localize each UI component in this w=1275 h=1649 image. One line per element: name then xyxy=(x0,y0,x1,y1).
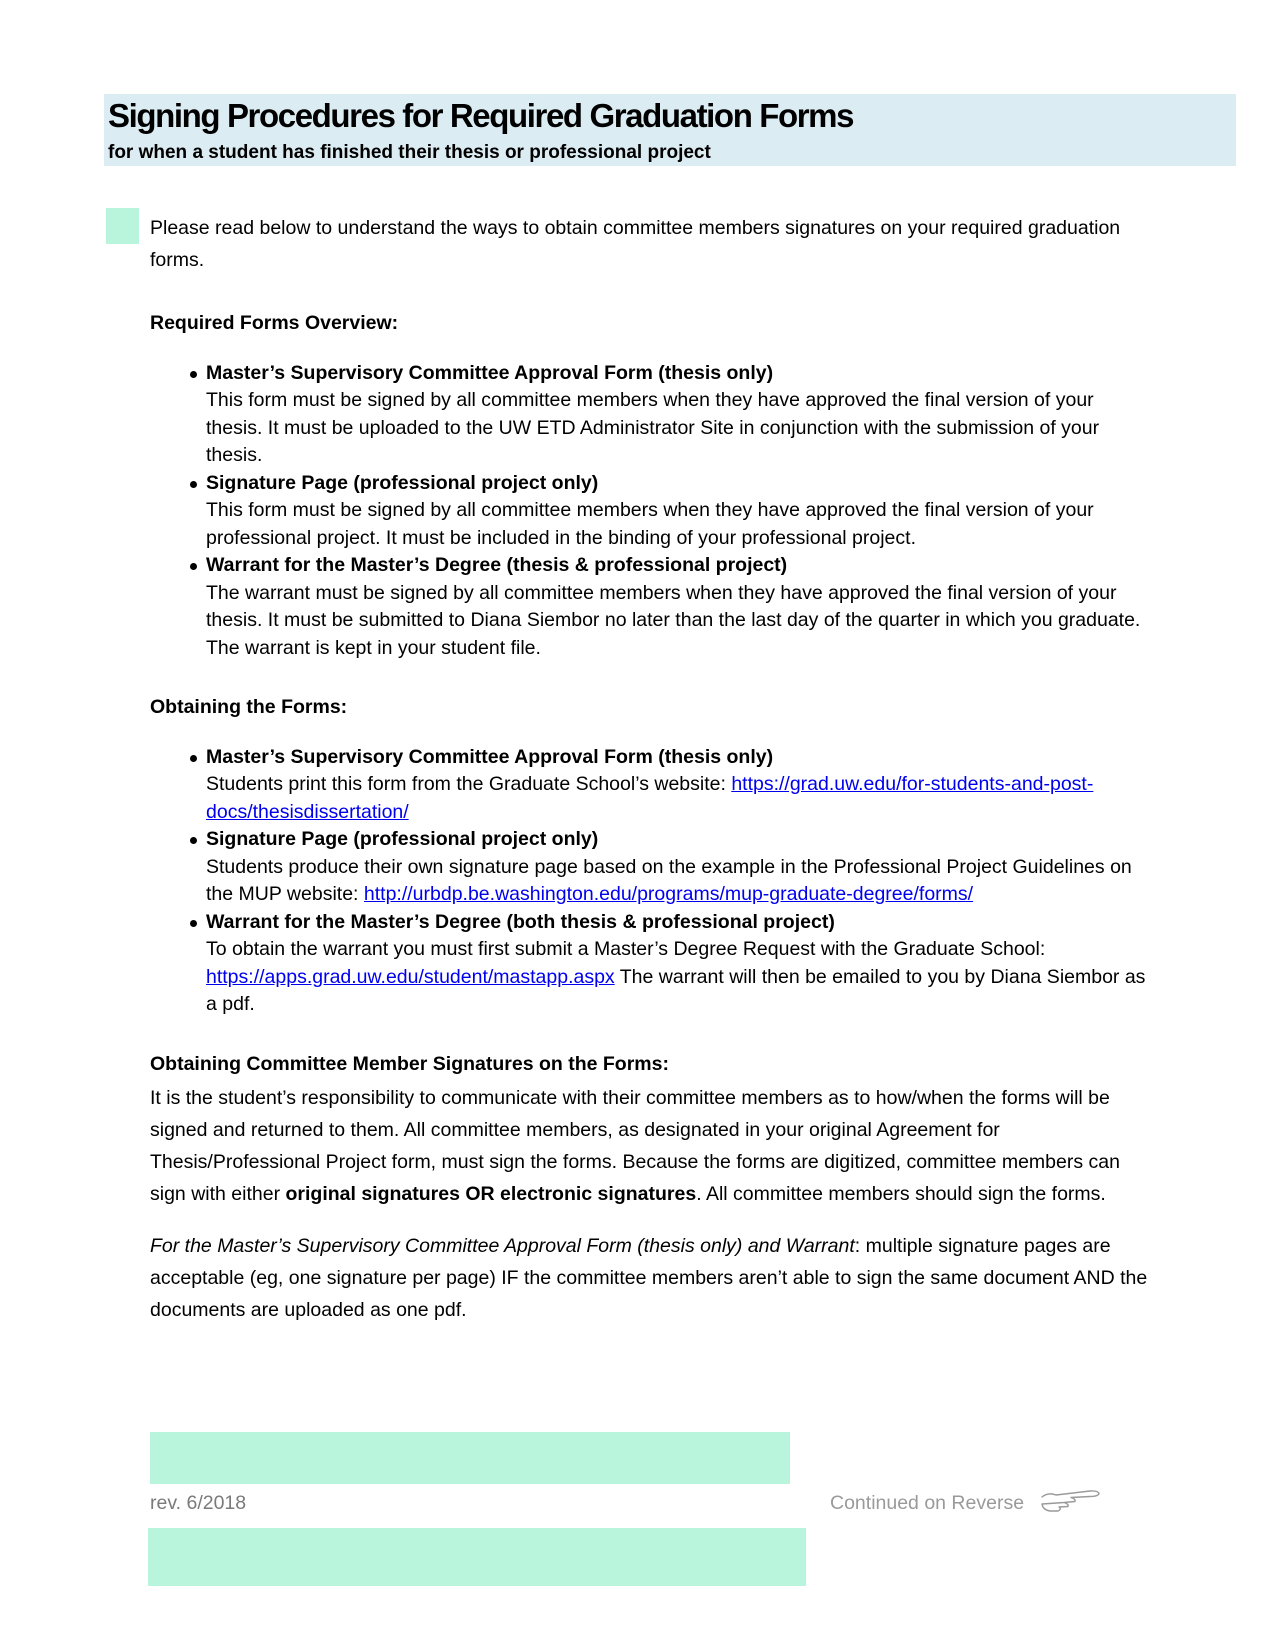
obtaining-item-text xyxy=(206,854,1150,909)
overview-item-title: Warrant for the Master’s Degree (thesis & professional project) xyxy=(206,554,788,576)
signatures-paragraph xyxy=(150,1082,1150,1210)
mup-forms-link[interactable]: http://urbdp.be.washington.edu/programs/mup-graduate-degree/forms/ xyxy=(363,883,974,905)
list-item xyxy=(206,470,1150,553)
overview-item-title: Signature Page (professional project only) xyxy=(206,471,599,494)
highlight-marker xyxy=(106,208,139,244)
note-text: : multiple signature pages are acceptable (eg, one signature per page) IF the committee members aren’t able to sign the same document AND the documents are uploaded as one pdf. xyxy=(150,1235,1148,1321)
obtaining-item-text xyxy=(206,771,1150,826)
list-item xyxy=(206,552,1150,662)
masters-request-link[interactable]: https://apps.grad.uw.edu/student/mastapp.aspx xyxy=(206,965,615,988)
obtaining-heading: Obtaining the Forms: xyxy=(150,696,348,718)
pointing-hand-icon xyxy=(1040,1488,1102,1514)
obtaining-item-text-before: Students print this form from the Graduate School’s website: xyxy=(206,773,732,795)
obtaining-item-title: Warrant for the Master’s Degree (both thesis & professional project) xyxy=(206,910,835,933)
obtaining-list xyxy=(150,744,1150,1019)
obtaining-item-text-before: To obtain the warrant you must first submit a Master’s Degree Request with the Graduate School: xyxy=(206,938,1046,960)
page-subtitle: for when a student has finished their thesis or professional project xyxy=(108,142,711,163)
continued-on-reverse: Continued on Reverse xyxy=(830,1492,1025,1514)
list-item xyxy=(206,826,1150,909)
list-item xyxy=(206,909,1150,1019)
overview-heading: Required Forms Overview: xyxy=(150,312,399,334)
note-italic: For the Master’s Supervisory Committee Approval Form (thesis only) and Warrant xyxy=(150,1235,855,1257)
document-body xyxy=(150,212,1150,1326)
obtaining-item-text-after: The warrant will then be emailed to you by Diana Siembor as a pdf. xyxy=(206,965,1146,1015)
list-item xyxy=(206,360,1150,470)
overview-item-title: Master’s Supervisory Committee Approval Form (thesis only) xyxy=(206,361,774,384)
overview-item-text: The warrant must be signed by all committee members when they have approved the final version of your thesis. It must be submitted to Diana Siembor no later than the last day of the quarter in which you graduate. The warrant is kept in your student file. xyxy=(206,581,1141,659)
obtaining-item-text-before: Students produce their own signature page based on the example in the Professional Project Guidelines on the MUP website: xyxy=(206,855,1132,905)
list-item xyxy=(206,744,1150,827)
grad-school-form-link[interactable]: https://grad.uw.edu/for-students-and-post-docs/thesisdissertation/ xyxy=(206,773,1094,823)
signatures-heading: Obtaining Committee Member Signatures on the Forms: xyxy=(150,1052,669,1075)
page-title: Signing Procedures for Required Graduation Forms xyxy=(108,97,854,134)
highlight-box-bottom xyxy=(148,1528,806,1586)
overview-item-text: This form must be signed by all committee members when they have approved the final version of your professional project. It must be included in the binding of your professional project. xyxy=(206,499,1094,549)
signatures-text-bold: original signatures OR electronic signatures xyxy=(285,1183,697,1205)
obtaining-item-text xyxy=(206,936,1150,1019)
obtaining-item-title: Master’s Supervisory Committee Approval Form (thesis only) xyxy=(206,745,774,768)
signatures-text-after: . All committee members should sign the forms. xyxy=(696,1183,1106,1205)
obtaining-item-title: Signature Page (professional project only) xyxy=(206,828,599,850)
overview-list xyxy=(150,360,1150,663)
intro-paragraph: Please read below to understand the ways to obtain committee members signatures on your required graduation forms. xyxy=(150,217,1121,271)
signatures-text-before: It is the student’s responsibility to communicate with their committee members as to how/when the forms will be signed and returned to them. All committee members, as designated in your original Agreement for Thesis/Professional Project form, must sign the forms. Because the forms are digitized, committee members can sign with either xyxy=(150,1087,1120,1205)
multiple-pages-note xyxy=(150,1230,1150,1326)
revision-date: rev. 6/2018 xyxy=(150,1492,247,1514)
overview-item-text: This form must be signed by all committee members when they have approved the final version of your thesis. It must be uploaded to the UW ETD Administrator Site in conjunction with the submission of your thesis. xyxy=(206,389,1100,466)
highlight-box-top xyxy=(150,1432,790,1484)
